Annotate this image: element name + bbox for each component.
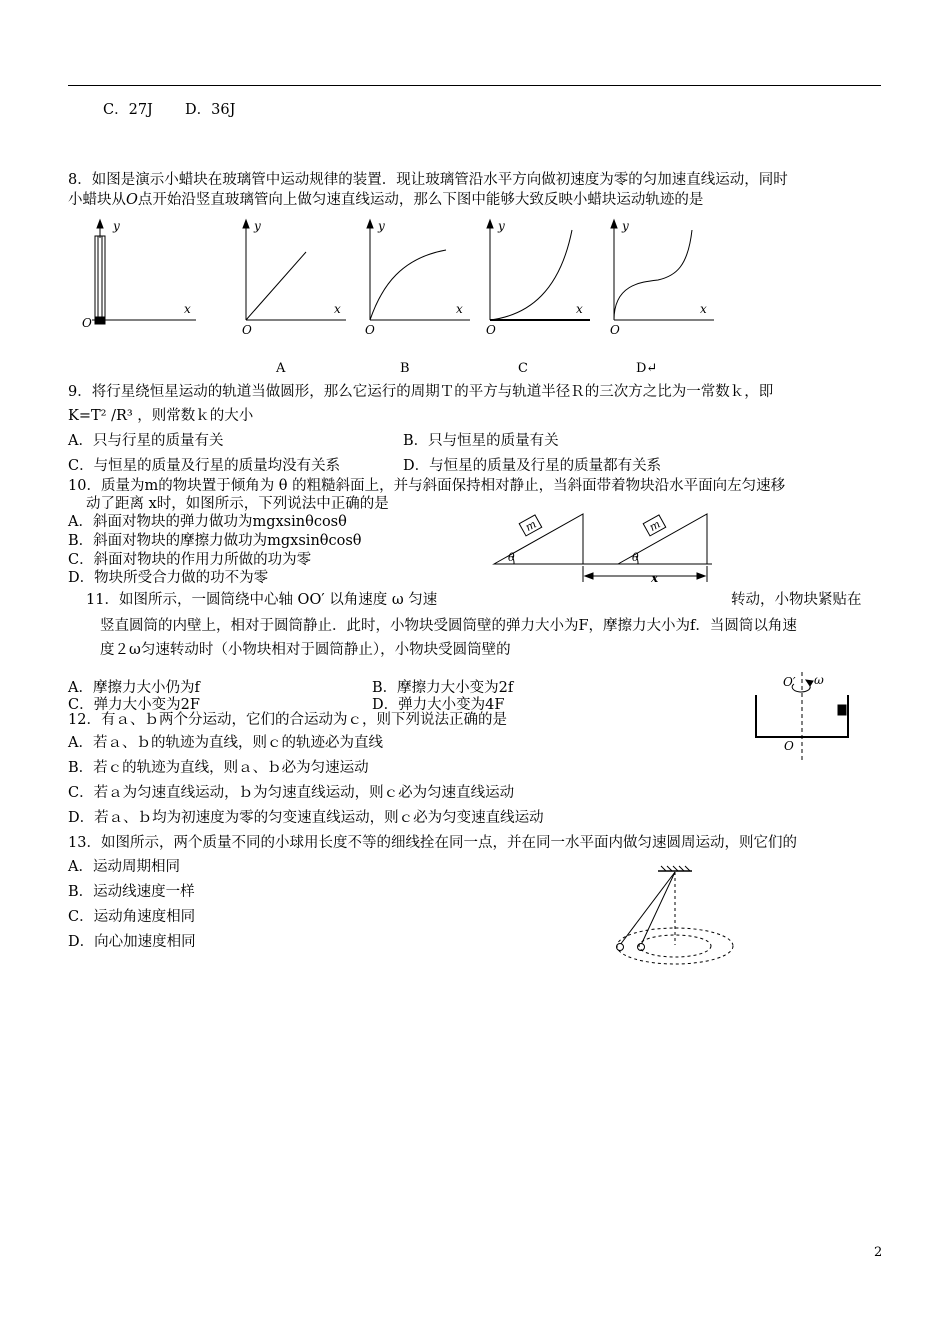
tube-y-label: y	[113, 219, 120, 233]
q13-option-c: C．运动角速度相同	[68, 909, 196, 925]
graph-d-origin-label: O	[610, 323, 620, 337]
q13-stem: 13．如图所示，两个质量不同的小球用长度不等的细线拴在同一点，并在同一水平面内做匀速圆周运动，则它们的	[68, 835, 797, 851]
q10-stem-line1: 10．质量为m的物块置于倾角为 θ 的粗糙斜面上，并与斜面保持相对静止，当斜面带着物块沿水平面向左匀速移	[68, 478, 786, 494]
graph-c-x-label: x	[576, 302, 583, 316]
q8-origin-symbol: O	[126, 192, 138, 208]
q11-stem-line2: 竖直圆筒的内壁上，相对于圆筒静止．此时，小物块受圆筒壁的弹力大小为F，摩擦力大小为f．当圆筒以角速	[100, 618, 797, 634]
q7-option-d: D．36J	[185, 102, 236, 118]
q11-stem-line3: 度２ω匀速转动时（小物块相对于圆筒静止），小物块受圆筒壁的	[100, 642, 511, 658]
q13-option-d: D．向心加速度相同	[68, 934, 196, 950]
q10-option-a: A．斜面对物块的弹力做功为mgxsinθcosθ	[68, 514, 347, 530]
incline-left-m: m	[523, 517, 539, 534]
q13-option-b: B．运动线速度一样	[68, 884, 195, 900]
q12-stem: 12．有ａ、ｂ两个分运动，它们的合运动为ｃ，则下列说法正确的是	[68, 712, 507, 728]
q9-option-b: B．只与恒星的质量有关	[403, 433, 559, 449]
q10-option-d: D．物块所受合力做的功不为零	[68, 570, 269, 586]
page-number: 2	[874, 1245, 883, 1260]
q12-option-b: B．若ｃ的轨迹为直线，则ａ、ｂ必为匀速运动	[68, 760, 369, 776]
q8-stem-line1: 8．如图是演示小蜡块在玻璃管中运动规律的装置．现让玻璃管沿水平方向做初速度为零的匀加速直线运动，同时	[68, 172, 788, 188]
cylinder-omega-label: ω	[814, 673, 824, 687]
graph-b-origin-label: O	[365, 323, 375, 337]
tube-x-label: x	[184, 302, 191, 316]
q9-option-a: A．只与行星的质量有关	[68, 433, 224, 449]
q9-stem-line2: K=T² /R³ ，则常数ｋ的大小	[68, 408, 254, 424]
q9-stem-line1: 9．将行星绕恒星运动的轨道当做圆形，那么它运行的周期Ｔ的平方与轨道半径Ｒ的三次方之比为一常数ｋ，即	[68, 384, 774, 400]
graph-d-label: D↵	[636, 361, 658, 376]
q10-option-c: C．斜面对物块的作用力所做的功为零	[68, 552, 312, 568]
graph-c-origin-label: O	[486, 323, 496, 337]
q9-option-d: D．与恒星的质量及行星的质量都有关系	[403, 458, 662, 474]
q11-option-d: D．弹力大小变为4F	[372, 697, 505, 713]
graph-a-y-label: y	[254, 219, 261, 233]
graph-a-x-label: x	[334, 302, 341, 316]
graph-b-label: B	[400, 361, 410, 376]
q12-option-d: D．若ａ、ｂ均为初速度为零的匀变速直线运动，则ｃ必为匀变速直线运动	[68, 810, 544, 826]
incline-x-label: x	[651, 571, 659, 585]
q9-option-c: C．与恒星的质量及行星的质量均没有关系	[68, 458, 341, 474]
graph-c-label: C	[518, 361, 528, 376]
graph-b-x-label: x	[456, 302, 463, 316]
incline-right-m: m	[647, 517, 663, 534]
graph-d-x-label: x	[700, 302, 707, 316]
tube-origin-label: O	[82, 316, 92, 330]
q11-option-c: C．弹力大小变为2F	[68, 697, 200, 713]
graph-b-y-label: y	[378, 219, 385, 233]
q11-option-a: A．摩擦力大小仍为f	[68, 680, 200, 696]
incline-left-theta: θ	[508, 551, 515, 564]
q7-option-c: C．27J	[103, 102, 153, 118]
q12-option-c: C．若ａ为匀速直线运动，ｂ为匀速直线运动，则ｃ必为匀速直线运动	[68, 785, 515, 801]
q13-option-a: A．运动周期相同	[68, 859, 180, 875]
graph-c-y-label: y	[498, 219, 505, 233]
graph-a-origin-label: O	[242, 323, 252, 337]
q8-stem-part2: 点开始沿竖直玻璃管向上做匀速直线运动，那么下图中能够大致反映小蜡块运动轨迹的是	[137, 192, 704, 208]
cylinder-top-label: O′	[783, 675, 796, 689]
cylinder-bottom-label: O	[784, 739, 794, 753]
q11-option-b: B．摩擦力大小变为2f	[372, 680, 514, 696]
graph-a-label: A	[276, 361, 286, 376]
q11-stem-line1a: 11．如图所示，一圆筒绕中心轴 OO′ 以角速度 ω 匀速	[86, 592, 438, 608]
q10-stem-line2: 动了距离 x时，如图所示，下列说法中正确的是	[86, 496, 389, 512]
graph-d-y-label: y	[622, 219, 629, 233]
q8-stem-part1: 小蜡块从	[68, 192, 126, 208]
q12-option-a: A．若ａ、ｂ的轨迹为直线，则ｃ的轨迹必为直线	[68, 735, 383, 751]
q11-stem-line1b: 转动，小物块紧贴在	[731, 592, 862, 608]
incline-right-theta: θ	[632, 551, 639, 564]
q10-option-b: B．斜面对物块的摩擦力做功为mgxsinθcosθ	[68, 533, 362, 549]
